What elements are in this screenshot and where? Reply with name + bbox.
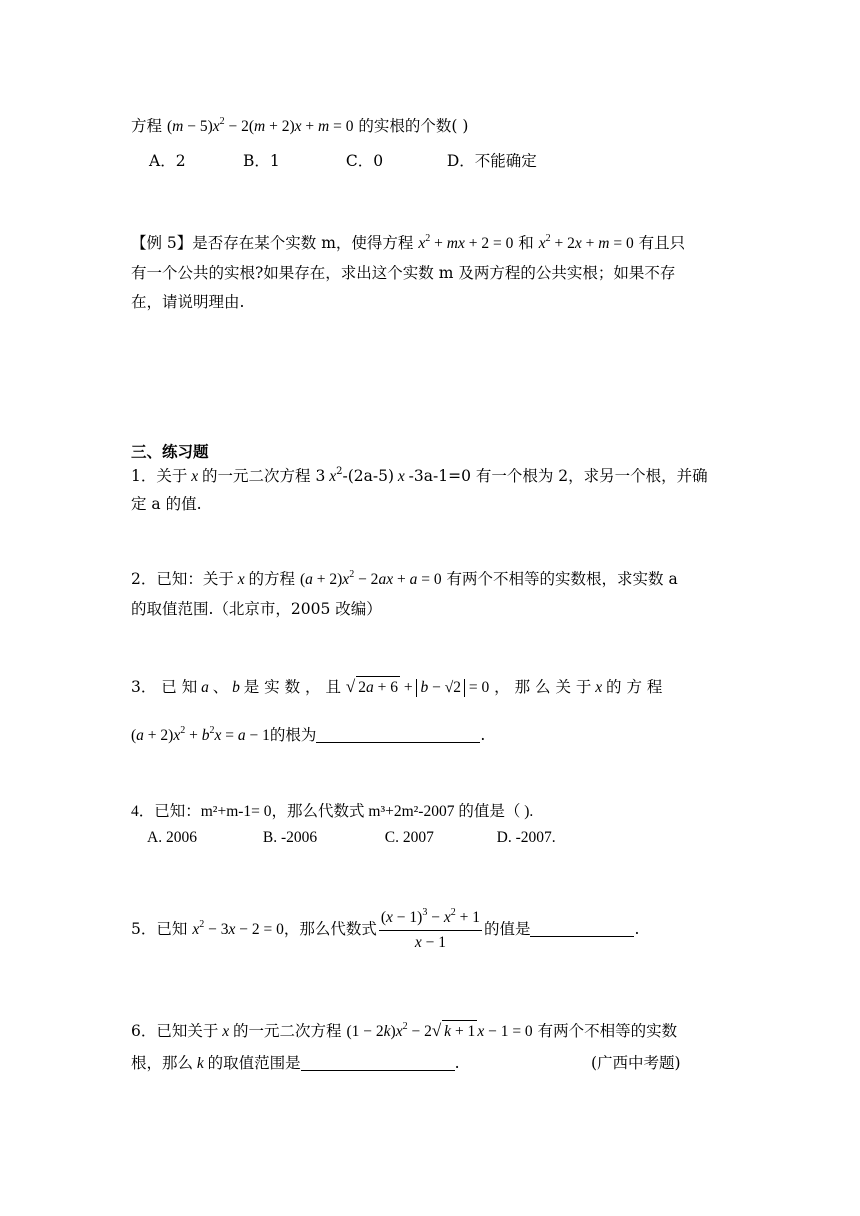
stem-prefix: 方程	[131, 117, 163, 135]
text: 、	[212, 678, 229, 696]
var-x: x	[325, 468, 337, 485]
text: 的取值范围是	[207, 1054, 301, 1072]
option-c: C. 2007	[384, 829, 434, 846]
example5-line2: 有一个公共的实根?如果存在，求出这个实数 m 及两方程的公共实根；如果不存	[131, 264, 676, 282]
var-x: x	[591, 679, 607, 696]
text: 的 方 程	[606, 678, 663, 696]
stem-suffix: 的实根的个数( )	[358, 117, 469, 135]
question-stem	[131, 115, 468, 138]
var-x: x	[218, 1023, 234, 1040]
equation-1: $x^2$ + mx + 2 = 0	[418, 233, 514, 252]
text: 2．已知：关于	[131, 570, 234, 588]
option-b: B. -2006	[262, 829, 318, 846]
var-x: x	[233, 571, 249, 588]
fraction: $\frac{(x - 1)^3 - x^2 + 1}{x - 1}$	[380, 906, 480, 951]
equation: $(m - 5)x^2 - 2(m + 2)x + m = 0$	[166, 116, 354, 135]
text: ，那么代数式	[283, 920, 377, 938]
var-x: x	[394, 468, 409, 485]
text: 6．已知关于	[131, 1022, 219, 1040]
option-b: B．1	[242, 152, 280, 170]
text: 的方程	[248, 570, 296, 588]
text: ， 那 么 关 于	[494, 678, 592, 696]
example5-line3: 在，请说明理由.	[131, 293, 245, 311]
equation-2: $x^2 + 2x + m = 0$	[538, 233, 634, 252]
option-c: C．0	[345, 152, 384, 170]
equation: $x^2 - 3x - 2 = 0$	[192, 919, 284, 938]
options-row	[149, 150, 537, 172]
text: -(2a-5)	[342, 467, 394, 485]
option-a: A. 2006	[147, 829, 197, 846]
equation: √ 2a + 6 + b − √2 = 0	[346, 679, 489, 696]
text: 5．已知	[131, 920, 188, 938]
p6-source: (广西中考题)	[591, 1054, 681, 1072]
text: -3a-1=0 有一个根为 2，求另一个根，并确	[408, 467, 708, 485]
text: 根，那么	[131, 1054, 194, 1072]
text: 的一元二次方程	[233, 1022, 342, 1040]
equation: $(a + 2)x^2 + b^2x = a - 1$	[131, 725, 270, 744]
text: 1．关于	[131, 467, 188, 485]
equation: $(a + 2)x^2 - 2ax + a = 0$	[299, 569, 442, 588]
text: 有两个不相等的实数根，求实数 a	[446, 570, 678, 588]
p3-line1	[131, 676, 662, 699]
text: 的值是	[483, 920, 531, 938]
equation: $(1 - 2k)x^2 - 2√$ k + 1 x − 1 = 0	[346, 1023, 532, 1040]
text: 有且只	[638, 234, 686, 252]
p5-line: 5．已知 $x^2 - 3x - 2 = 0$，那么代数式 $\frac{(x - 1)^3 - x^2 + 1}{x - 1}$ 的值是 .	[131, 906, 640, 951]
p4-options	[147, 827, 556, 849]
p1-line1: 1．关于 x 的一元二次方程 3 $x^2-(2a-5)$ x -3a-1=0 有一个根为 2，求另一个根，并确	[131, 466, 708, 485]
p6-line1	[131, 1020, 677, 1043]
option-d: D. -2007.	[496, 829, 556, 846]
p3-line2: $(a + 2)x^2 + b^2x = a - 1$的根为 .	[131, 725, 486, 744]
text: 和	[518, 234, 534, 252]
text: 有两个不相等的实数	[537, 1022, 678, 1040]
answer-blank[interactable]	[316, 726, 480, 743]
var-x: x	[187, 468, 203, 485]
option-d: D．不能确定	[446, 152, 537, 170]
var-b: b	[228, 679, 244, 696]
p2-line2: 的取值范围.（北京市，2005 改编）	[131, 600, 382, 618]
p6-line2: 根，那么 k 的取值范围是 .	[131, 1054, 460, 1072]
text: 的一元二次方程 3	[202, 467, 326, 485]
example5-line1	[131, 232, 685, 255]
var-a: a	[197, 679, 213, 696]
text: 的根为	[269, 726, 317, 744]
text: 是 实 数 ， 且	[243, 678, 341, 696]
p4-stem: 4．已知：m²+m-1= 0，那么代数式 m³+2m²-2007 的值是（ ).	[131, 803, 534, 820]
option-a: A．2	[149, 152, 186, 170]
var-k: k	[193, 1055, 208, 1072]
example-label: 【例 5】	[131, 234, 193, 252]
answer-blank[interactable]	[301, 1054, 455, 1071]
section-title: 三、练习题	[131, 442, 209, 461]
answer-blank[interactable]	[530, 920, 634, 937]
text: 是否存在某个实数 m，使得方程	[192, 234, 414, 252]
text: 3． 已 知	[131, 678, 198, 696]
p1-line2: 定 a 的值.	[131, 495, 202, 513]
p2-line1	[131, 568, 678, 591]
